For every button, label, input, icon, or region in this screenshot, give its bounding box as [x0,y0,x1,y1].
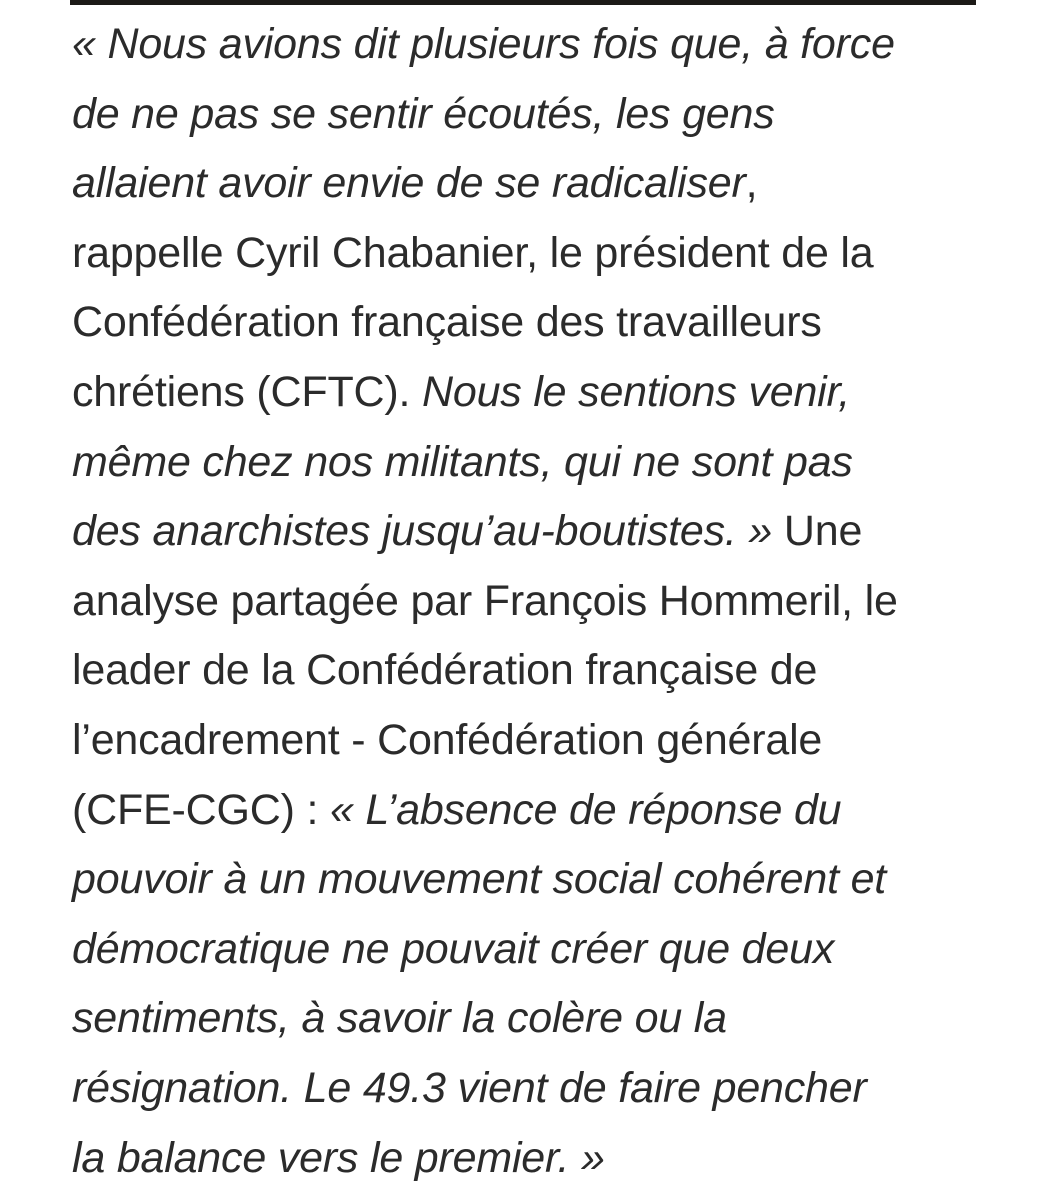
quote-text: de ne pas se sentir écoutés, les gens [72,89,775,138]
article-paragraph [72,10,982,1193]
narrative-text: leader de la Confédération française de [72,646,818,695]
article-image-bottom-edge [70,0,976,5]
narrative-text: (CFE-CGC) : [72,785,330,834]
quote-text: la balance vers le premier. » [72,1133,605,1182]
paragraph-line [72,984,982,1054]
paragraph-line [72,10,982,80]
paragraph-line [72,80,982,150]
quote-text: des anarchistes jusqu’au-boutistes. » [72,507,773,556]
paragraph-line [72,219,982,289]
narrative-text: l’encadrement - Confédération générale [72,715,823,764]
paragraph-line [72,1054,982,1124]
paragraph-line [72,636,982,706]
narrative-text: analyse partagée par François Hommeril, le [72,576,898,625]
quote-text: Nous le sentions venir, [422,367,851,416]
paragraph-line [72,845,982,915]
paragraph-line [72,497,982,567]
quote-text: allaient avoir envie de se radicaliser [72,159,746,208]
paragraph-line [72,428,982,498]
quote-text: sentiments, à savoir la colère ou la [72,994,727,1043]
narrative-text: rappelle Cyril Chabanier, le président de la [72,228,874,277]
quote-text: « L’absence de réponse du [329,785,842,834]
narrative-text: chrétiens (CFTC). [72,367,422,416]
paragraph-line [72,567,982,637]
paragraph-line [72,149,982,219]
paragraph-line [72,915,982,985]
narrative-text: , [745,159,758,208]
paragraph-line [72,776,982,846]
quote-text: « Nous avions dit plusieurs fois que, à force [72,20,895,68]
narrative-text: Confédération française des travailleurs [72,298,822,347]
quote-text: résignation. Le 49.3 vient de faire pencher [72,1063,867,1112]
quote-text: pouvoir à un mouvement social cohérent et [72,855,887,904]
paragraph-line [72,288,982,358]
paragraph-line [72,358,982,428]
quote-text: démocratique ne pouvait créer que deux [72,924,835,973]
narrative-text: Une [772,507,863,556]
paragraph-line [72,1124,982,1194]
quote-text: même chez nos militants, qui ne sont pas [72,437,853,486]
paragraph-line [72,706,982,776]
